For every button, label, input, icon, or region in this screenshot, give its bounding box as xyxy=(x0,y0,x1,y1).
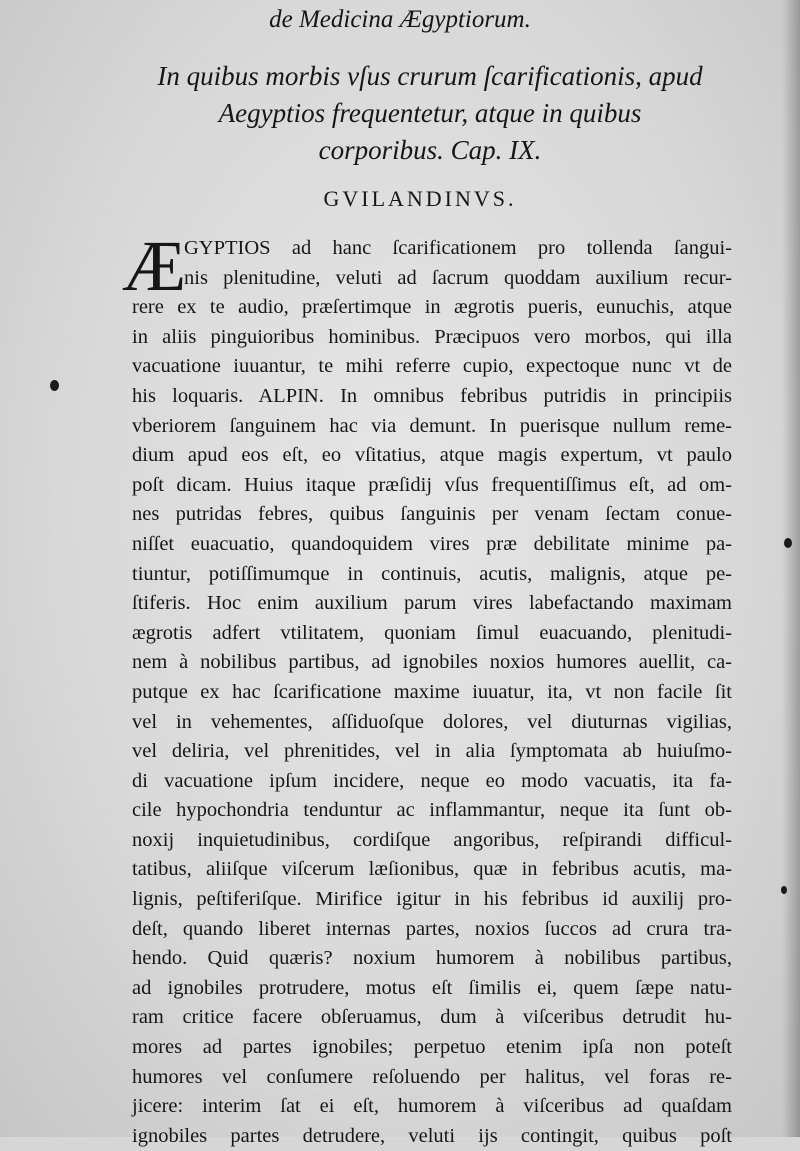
text-line: vel deliria, vel phrenitides, vel in alia ſymptomata ab huiuſmo- xyxy=(132,740,732,763)
page-edge-shadow xyxy=(782,0,800,1137)
text-line: nes putridas febres, quibus ſanguinis per venam ſectam conue- xyxy=(132,503,732,526)
text-line: dium apud eos eſt, eo vſitatius, atque magis expertum, vt paulo xyxy=(132,444,732,467)
speaker-heading: GVILANDINVS. xyxy=(323,186,517,211)
text-line: ad ignobiles protrudere, motus eſt ſimilis ei, quem ſæpe natu- xyxy=(132,976,732,999)
text-line: GYPTIOS ad hanc ſcarificationem pro tollenda ſangui- xyxy=(184,237,732,259)
body-text xyxy=(132,234,732,1151)
text-line: deſt, quando liberet internas partes, noxios ſuccos ad crura tra- xyxy=(132,917,732,940)
ink-spot xyxy=(50,380,59,391)
text-line: ægrotis adfert vtilitatem, quoniam ſimul euacuando, plenitudi- xyxy=(132,621,732,644)
text-line: ſtiferis. Hoc enim auxilium parum vires labefactando maximam xyxy=(132,592,732,615)
text-line: nis plenitudine, veluti ad ſacrum quoddam auxilium recur- xyxy=(184,266,732,289)
text-line: poſt dicam. Huius itaque præſidij vſus frequentiſſimus eſt, ad om- xyxy=(132,473,732,496)
text-line: in aliis pinguioribus hominibus. Præcipuos vero morbos, qui illa xyxy=(132,325,732,348)
text-line: tiuntur, potiſſimumque in continuis, acutis, malignis, atque pe- xyxy=(132,562,732,585)
text-line: mores ad partes ignobiles; perpetuo etenim ipſa non poteſt xyxy=(132,1036,732,1059)
text-line: noxij inquietudinibus, cordiſque angoribus, reſpirandi difficul- xyxy=(132,828,732,851)
ink-spot xyxy=(781,886,787,894)
text-line: putque ex hac ſcarificatione maxime iuuatur, ita, vt non facile ſit xyxy=(132,680,732,703)
text-line: vel in vehementes, aſſiduoſque dolores, vel diuturnas vigilias, xyxy=(132,710,732,733)
text-line: vacuatione iuuantur, te mihi referre cupio, expectoque nunc vt de xyxy=(132,355,732,378)
text-line: nem à nobilibus partibus, ad ignobiles noxios humores auellit, ca- xyxy=(132,651,732,674)
text-line: vberiorem ſanguinem hac via demunt. In puerisque nullum reme- xyxy=(132,414,732,437)
text-line: niſſet euacuatio, quandoquidem vires præ debilitate minime pa- xyxy=(132,532,732,555)
text-line: cile hypochondria tenduntur ac inflammantur, neque ita ſunt ob- xyxy=(132,799,732,822)
text-line: his loquaris. ALPIN. In omnibus febribus putridis in principiis xyxy=(132,384,732,407)
text-line: hendo. Quid quæris? noxium humorem à nobilibus partibus, xyxy=(132,947,732,970)
chapter-title-line-1: In quibus morbis vſus crurum ſcarificationis, apud xyxy=(157,61,703,91)
text-line: rere ex te audio, præſertimque in ægrotis pueris, eunuchis, atque xyxy=(132,296,732,319)
chapter-title-line-2: Aegyptios frequentetur, atque in quibus xyxy=(218,98,642,128)
text-line: lignis, peſtiferiſque. Mirifice igitur in his febribus id auxilij pro- xyxy=(132,888,732,911)
chapter-title-line-3: corporibus. Cap. IX. xyxy=(318,135,542,165)
text-line: jicere: interim ſat ei eſt, humorem à viſceribus ad quaſdam xyxy=(132,1095,732,1118)
text-line: di vacuatione ipſum incidere, neque eo modo vacuatis, ita fa- xyxy=(132,769,732,792)
text-line: ram critice facere obſeruamus, dum à viſceribus detrudit hu- xyxy=(132,1006,732,1029)
ink-spot xyxy=(784,538,792,548)
chapter-title xyxy=(110,58,750,169)
running-head: de Medicina Ægyptiorum. xyxy=(269,6,531,33)
text-line: ignobiles partes detrudere, veluti ijs contingit, quibus poſt xyxy=(132,1124,732,1147)
text-line: tatibus, aliiſque viſcerum læſionibus, quæ in febribus acutis, ma- xyxy=(132,858,732,881)
text-line: humores vel conſumere reſoluendo per halitus, vel foras re- xyxy=(132,1065,732,1088)
drop-cap: Æ xyxy=(122,226,187,306)
